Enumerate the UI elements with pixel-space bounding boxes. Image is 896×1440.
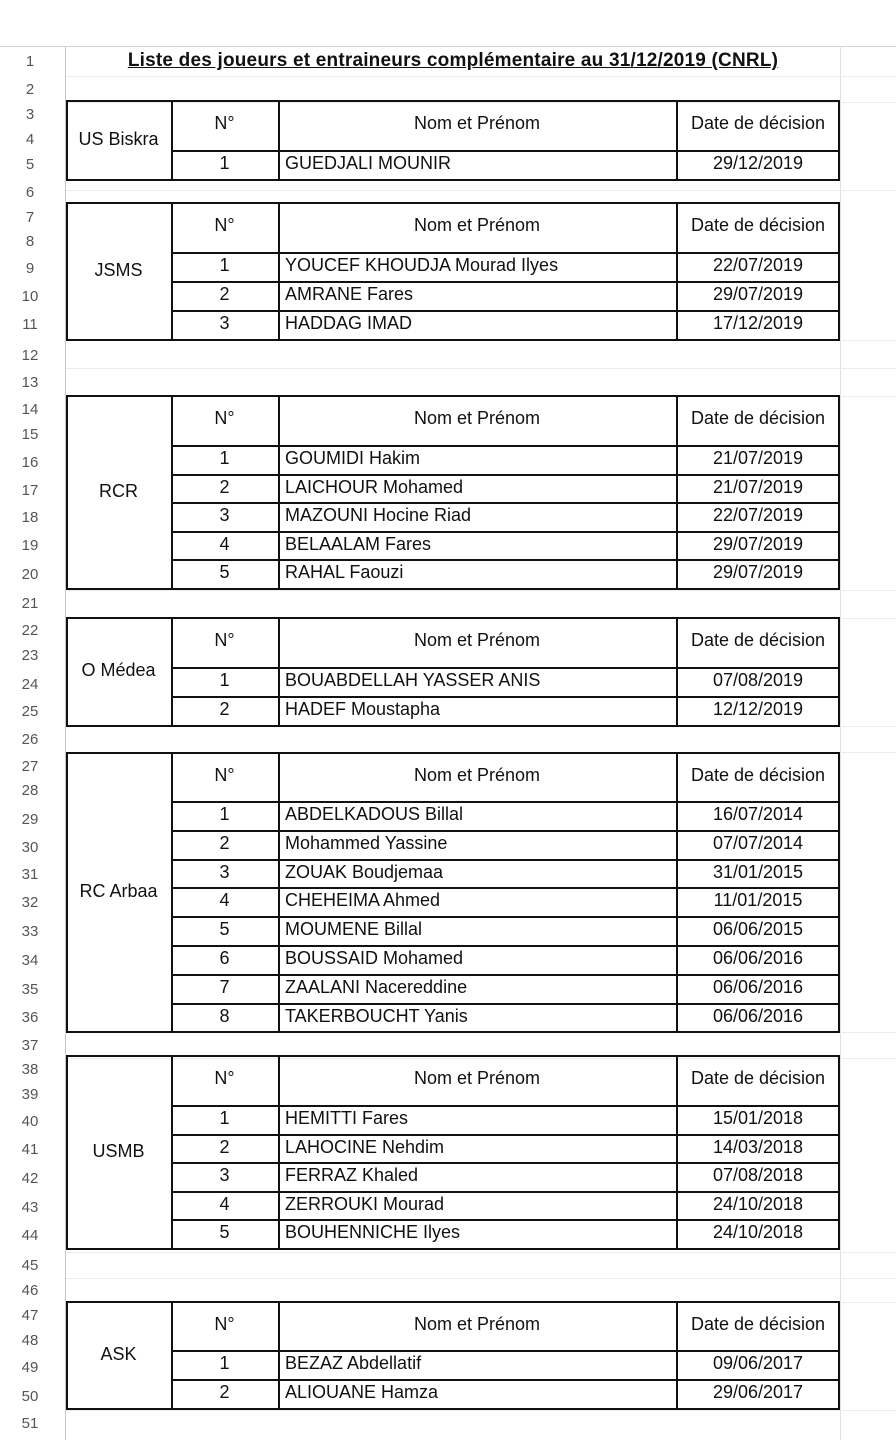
club-name[interactable]: JSMS — [94, 259, 143, 280]
row-number[interactable]: 35 — [21, 981, 39, 998]
player-name[interactable]: ZOUAK Boudjemaa — [285, 861, 444, 882]
row-number[interactable]: 5 — [25, 156, 35, 173]
row-number[interactable]: 46 — [21, 1282, 39, 1299]
decision-date[interactable]: 09/06/2017 — [712, 1353, 804, 1373]
row-number[interactable]: 33 — [21, 923, 39, 940]
row-separator — [171, 252, 840, 254]
decision-date[interactable]: 22/07/2019 — [712, 505, 804, 526]
row-number[interactable]: 18 — [21, 509, 39, 526]
row-separator — [171, 859, 840, 861]
player-number[interactable]: 6 — [219, 948, 230, 968]
decision-date[interactable]: 29/07/2019 — [712, 284, 804, 304]
header-name[interactable]: Nom et Prénom — [413, 408, 541, 428]
row-number[interactable]: 3 — [25, 106, 35, 123]
header-name[interactable]: Nom et Prénom — [413, 1068, 541, 1088]
player-name[interactable]: MAZOUNI Hocine Riad — [285, 505, 472, 526]
player-name[interactable]: Mohammed Yassine — [285, 832, 448, 853]
header-date[interactable]: Date de décision — [690, 113, 826, 133]
decision-date[interactable]: 24/10/2018 — [712, 1193, 804, 1214]
player-number[interactable]: 2 — [219, 1382, 230, 1402]
row-separator — [171, 667, 840, 669]
row-number[interactable]: 19 — [21, 537, 39, 554]
club-name[interactable]: O Médea — [81, 659, 156, 680]
row-separator — [171, 445, 840, 447]
column-gridline — [840, 46, 841, 1440]
decision-date[interactable]: 22/07/2019 — [712, 255, 804, 275]
player-number[interactable]: 2 — [219, 832, 230, 853]
row-separator — [171, 281, 840, 283]
decision-date[interactable]: 31/01/2015 — [712, 861, 804, 882]
row-number[interactable]: 36 — [21, 1009, 39, 1026]
row-number[interactable]: 29 — [21, 811, 39, 828]
row-number[interactable]: 38 — [21, 1061, 39, 1078]
player-name[interactable]: HADDAG IMAD — [285, 313, 413, 333]
player-number[interactable]: 2 — [219, 698, 230, 719]
player-name[interactable]: LAHOCINE Nehdim — [285, 1136, 445, 1157]
row-separator — [171, 696, 840, 698]
row-number[interactable]: 23 — [21, 647, 39, 664]
decision-date[interactable]: 17/12/2019 — [712, 313, 804, 333]
player-name[interactable]: RAHAL Faouzi — [285, 562, 404, 583]
header-date[interactable]: Date de décision — [690, 1068, 826, 1088]
player-number[interactable]: 1 — [219, 448, 230, 468]
decision-date[interactable]: 29/07/2019 — [712, 562, 804, 583]
row-separator — [171, 310, 840, 312]
decision-date[interactable]: 21/07/2019 — [712, 476, 804, 497]
row-number[interactable]: 39 — [21, 1086, 39, 1103]
decision-date[interactable]: 21/07/2019 — [712, 448, 804, 468]
player-name[interactable]: YOUCEF KHOUDJA Mourad Ilyes — [285, 255, 559, 275]
row-number[interactable]: 21 — [21, 595, 39, 612]
decision-date[interactable]: 12/12/2019 — [712, 698, 804, 719]
player-name[interactable]: BOUHENNICHE Ilyes — [285, 1222, 461, 1243]
header-no[interactable]: N° — [214, 215, 235, 235]
gridline — [66, 190, 896, 191]
club-block — [66, 1301, 840, 1410]
row-number[interactable]: 31 — [21, 866, 39, 883]
row-number[interactable]: 1 — [25, 53, 35, 70]
row-number[interactable]: 26 — [21, 731, 39, 748]
row-number[interactable]: 27 — [21, 758, 39, 775]
row-number[interactable]: 43 — [21, 1199, 39, 1216]
player-number[interactable]: 2 — [219, 1136, 230, 1157]
row-number[interactable]: 32 — [21, 894, 39, 911]
gridline — [66, 1252, 896, 1253]
club-name[interactable]: RCR — [99, 480, 138, 501]
player-number[interactable]: 5 — [219, 562, 230, 583]
header-name[interactable]: Nom et Prénom — [413, 113, 541, 133]
row-number[interactable]: 30 — [21, 839, 39, 856]
player-name[interactable]: ALIOUANE Hamza — [285, 1382, 439, 1402]
decision-date[interactable]: 15/01/2018 — [712, 1108, 804, 1128]
player-number[interactable]: 1 — [219, 1353, 230, 1373]
club-block — [66, 395, 840, 590]
row-separator — [171, 801, 840, 803]
decision-date[interactable]: 06/06/2016 — [712, 976, 804, 997]
row-number[interactable]: 45 — [21, 1257, 39, 1274]
player-number[interactable]: 3 — [219, 861, 230, 882]
row-separator — [171, 474, 840, 476]
row-number[interactable]: 44 — [21, 1227, 39, 1244]
player-name[interactable]: GUEDJALI MOUNIR — [285, 153, 452, 173]
decision-date[interactable]: 06/06/2016 — [712, 948, 804, 968]
row-number[interactable]: 14 — [21, 401, 39, 418]
gridline — [66, 76, 896, 77]
row-number[interactable]: 8 — [25, 233, 35, 250]
player-name[interactable]: HEMITTI Fares — [285, 1108, 409, 1128]
decision-date[interactable]: 24/10/2018 — [712, 1222, 804, 1243]
player-number[interactable]: 3 — [219, 1165, 230, 1186]
row-separator — [171, 830, 840, 832]
player-number[interactable]: 4 — [219, 1193, 230, 1214]
row-separator — [171, 1350, 840, 1352]
header-name[interactable]: Nom et Prénom — [413, 630, 541, 650]
player-number[interactable]: 7 — [219, 976, 230, 997]
row-number[interactable]: 42 — [21, 1170, 39, 1187]
player-number[interactable]: 3 — [219, 505, 230, 526]
row-number[interactable]: 16 — [21, 454, 39, 471]
player-number[interactable]: 2 — [219, 476, 230, 497]
decision-date[interactable]: 29/12/2019 — [712, 153, 804, 173]
player-number[interactable]: 5 — [219, 919, 230, 940]
header-date[interactable]: Date de décision — [690, 764, 826, 785]
player-number[interactable]: 1 — [219, 670, 230, 690]
player-number[interactable]: 1 — [219, 1108, 230, 1128]
player-name[interactable]: ZERROUKI Mourad — [285, 1193, 445, 1214]
row-separator — [171, 531, 840, 533]
player-name[interactable]: AMRANE Fares — [285, 284, 414, 304]
row-separator — [171, 916, 840, 918]
player-name[interactable]: TAKERBOUCHT Yanis — [285, 1005, 468, 1026]
row-number[interactable]: 11 — [22, 316, 38, 333]
row-separator — [171, 1134, 840, 1136]
club-block — [66, 100, 840, 181]
player-name[interactable]: BELAALAM Fares — [285, 533, 432, 554]
row-number[interactable]: 37 — [21, 1037, 39, 1054]
row-separator — [171, 502, 840, 504]
row-number[interactable]: 50 — [21, 1388, 39, 1405]
player-name[interactable]: GOUMIDI Hakim — [285, 448, 420, 468]
row-separator — [171, 974, 840, 976]
row-number[interactable]: 40 — [21, 1113, 39, 1130]
row-number[interactable]: 25 — [21, 703, 39, 720]
club-name[interactable]: RC Arbaa — [79, 880, 158, 901]
row-number[interactable]: 20 — [21, 566, 39, 583]
club-name[interactable]: ASK — [100, 1343, 137, 1364]
club-name[interactable]: USMB — [92, 1140, 145, 1161]
club-name[interactable]: US Biskra — [78, 128, 159, 149]
row-separator — [171, 887, 840, 889]
club-block — [66, 752, 840, 1033]
decision-date[interactable]: 29/07/2019 — [712, 533, 804, 554]
player-name[interactable]: FERRAZ Khaled — [285, 1165, 419, 1186]
player-name[interactable]: CHEHEIMA Ahmed — [285, 890, 441, 911]
gridline — [66, 1410, 896, 1411]
row-separator — [171, 1003, 840, 1005]
player-number[interactable]: 8 — [219, 1005, 230, 1026]
row-separator — [171, 150, 840, 152]
header-name[interactable]: Nom et Prénom — [413, 764, 541, 785]
player-number[interactable]: 3 — [219, 313, 230, 333]
row-separator — [171, 1379, 840, 1381]
row-separator — [171, 559, 840, 561]
header-date[interactable]: Date de décision — [690, 408, 826, 428]
row-number[interactable]: 24 — [21, 676, 39, 693]
player-name[interactable]: MOUMENE Billal — [285, 919, 423, 940]
player-number[interactable]: 5 — [219, 1222, 230, 1243]
header-no[interactable]: N° — [214, 1313, 235, 1334]
header-name[interactable]: Nom et Prénom — [413, 1313, 541, 1334]
header-date[interactable]: Date de décision — [690, 1313, 826, 1334]
header-no[interactable]: N° — [214, 408, 235, 428]
row-number[interactable]: 49 — [21, 1359, 39, 1376]
club-block — [66, 617, 840, 727]
gridline — [66, 590, 896, 591]
decision-date[interactable]: 16/07/2014 — [712, 804, 804, 824]
row-number[interactable]: 12 — [21, 347, 39, 364]
header-no[interactable]: N° — [214, 113, 235, 133]
row-number[interactable]: 10 — [21, 288, 39, 305]
player-number[interactable]: 4 — [219, 890, 230, 911]
row-number[interactable]: 28 — [21, 782, 39, 799]
player-name[interactable]: HADEF Moustapha — [285, 698, 441, 719]
club-block — [66, 202, 840, 341]
row-number[interactable]: 48 — [21, 1332, 39, 1349]
row-number[interactable]: 47 — [21, 1307, 39, 1324]
header-name[interactable]: Nom et Prénom — [413, 215, 541, 235]
player-number[interactable]: 1 — [219, 255, 230, 275]
header-date[interactable]: Date de décision — [690, 215, 826, 235]
decision-date[interactable]: 11/01/2015 — [713, 890, 803, 911]
decision-date[interactable]: 14/03/2018 — [712, 1136, 804, 1157]
player-name[interactable]: LAICHOUR Mohamed — [285, 476, 464, 497]
decision-date[interactable]: 07/08/2019 — [712, 670, 804, 690]
row-number[interactable]: 9 — [25, 260, 35, 277]
row-number[interactable]: 17 — [21, 482, 39, 499]
row-number[interactable]: 7 — [25, 209, 35, 226]
decision-date[interactable]: 07/08/2018 — [712, 1165, 804, 1186]
row-number[interactable]: 6 — [25, 184, 35, 201]
player-number[interactable]: 1 — [219, 804, 230, 824]
gridline — [66, 1278, 896, 1279]
row-number[interactable]: 4 — [25, 131, 35, 148]
row-separator — [171, 1219, 840, 1221]
row-number[interactable]: 34 — [21, 952, 39, 969]
player-name[interactable]: ZAALANI Nacereddine — [285, 976, 468, 997]
row-number[interactable]: 41 — [21, 1141, 39, 1158]
player-name[interactable]: BOUSSAID Mohamed — [285, 948, 464, 968]
header-no[interactable]: N° — [214, 630, 235, 650]
row-number[interactable]: 51 — [21, 1415, 39, 1432]
player-name[interactable]: BEZAZ Abdellatif — [285, 1353, 422, 1373]
decision-date[interactable]: 07/07/2014 — [712, 832, 804, 853]
document-title: Liste des joueurs et entraineurs complémentaire au 31/12/2019 (CNRL) — [127, 50, 779, 71]
decision-date[interactable]: 06/06/2015 — [712, 919, 804, 940]
sheet-top-border — [0, 46, 896, 47]
player-number[interactable]: 4 — [219, 533, 230, 554]
row-separator — [171, 1162, 840, 1164]
row-separator — [171, 945, 840, 947]
club-block — [66, 1055, 840, 1250]
row-number[interactable]: 22 — [21, 622, 39, 639]
player-number[interactable]: 1 — [219, 153, 230, 173]
header-no[interactable]: N° — [214, 764, 235, 785]
decision-date[interactable]: 29/06/2017 — [712, 1382, 804, 1402]
row-number[interactable]: 15 — [21, 426, 39, 443]
row-number[interactable]: 2 — [25, 81, 35, 98]
row-number[interactable]: 13 — [21, 374, 39, 391]
header-date[interactable]: Date de décision — [690, 630, 826, 650]
decision-date[interactable]: 06/06/2016 — [712, 1005, 804, 1026]
header-no[interactable]: N° — [214, 1068, 235, 1088]
row-separator — [171, 1105, 840, 1107]
gridline — [66, 368, 896, 369]
player-number[interactable]: 2 — [219, 284, 230, 304]
player-name[interactable]: ABDELKADOUS Billal — [285, 804, 464, 824]
row-separator — [171, 1191, 840, 1193]
player-name[interactable]: BOUABDELLAH YASSER ANIS — [285, 670, 541, 690]
